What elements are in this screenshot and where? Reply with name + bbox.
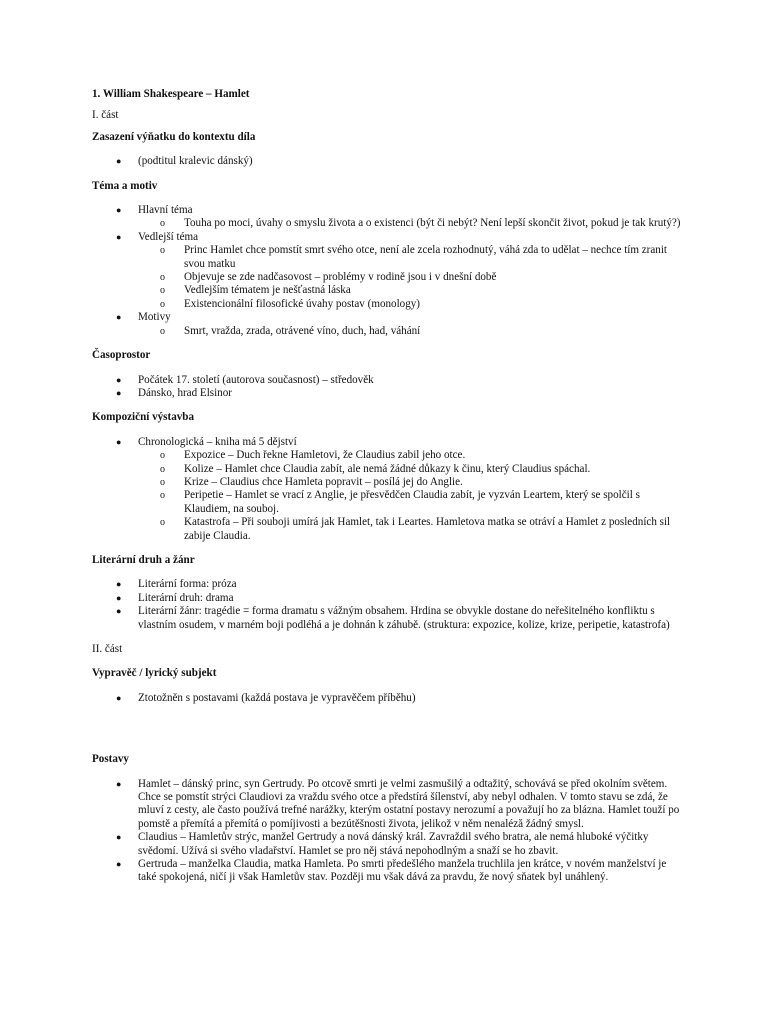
bullet-icon: ●	[116, 156, 122, 167]
sublist-item: o Expozice – Duch řekne Hamletovi, že Claudius zabil jeho otce.	[160, 449, 466, 462]
sublist-item: o Smrt, vražda, zrada, otrávené víno, duch, had, váhání	[160, 324, 421, 337]
list-kompozice	[92, 436, 682, 543]
bullet-icon: ●	[116, 592, 122, 603]
sublist-item: o Krize – Claudius chce Hamleta popravit – posílá jej do Anglie.	[160, 475, 463, 488]
section-heading-tema: Téma a motiv	[92, 179, 158, 192]
list-item: ● Claudius – Hamletův strýc, manžel Gertrudy a nová dánský král. Zavraždil svého bratra, ale nemá hluboké výčitky svědomí. Užívá si svého vladařství. Hamlet se pro něj stává nepohodlným a snaží se ho zbavit.	[116, 831, 649, 857]
sublist	[138, 244, 682, 311]
bullet-icon: ●	[116, 205, 122, 216]
circle-bullet-icon: o	[160, 218, 165, 230]
sublist	[138, 217, 682, 230]
circle-bullet-icon: o	[160, 325, 165, 337]
list-postavy	[92, 778, 682, 885]
section-heading-postavy: Postavy	[92, 753, 129, 766]
list-item: ● Literární forma: próza	[116, 578, 237, 591]
list-item: ● Chronologická – kniha má 5 dějství o Expozice – Duch řekne Hamletovi, že Claudius zabil jeho otce. o Kolize – Hamlet chce Claudia zabít, ale nemá žádné důkazy k činu, který Claudius spáchal. o Krize – Claudius chce Hamleta popravit – posílá jej do Anglie. o Peripetie – Hamlet se vrací z Anglie, je přesvědčen Claudia zabít, je vyzván Leartem, který se spolčil s Klaudiem, na souboj. o Katastrofa – Při souboji umírá jak Hamlet, tak i Leartes. Hamletova matka se otráví a Hamlet z posledních sil zabije Claudia.	[92, 436, 682, 543]
circle-bullet-icon: o	[160, 517, 165, 529]
list-item: ● Hamlet – dánský princ, syn Gertrudy. Po otcově smrti je velmi zasmušilý a odtažitý, schovává se před okolním světem. Chce se pomstít strýci Claudiovi za vraždu svého otce a předstírá šílenství, aby nebyl odhalen. V tomto stavu se zdá, že mluví z cesty, ale často používá trefné narážky, kterým ostatní postavy nerozumí a považují ho za blázna. Hamlet touží po pomstě a přemítá a přemítá o pomíjivosti a bezútěšnosti života, jelikož v něm nenaléză žádný smysl.	[116, 777, 680, 830]
sublist-item: o Katastrofa – Při souboji umírá jak Hamlet, tak i Leartes. Hamletova matka se otráví a Hamlet z posledních sil zabije Claudia.	[160, 516, 671, 542]
circle-bullet-icon: o	[160, 463, 165, 475]
sublist-item: o Peripetie – Hamlet se vrací z Anglie, je přesvědčen Claudia zabít, je vyzván Leartem, který se spolčil s Klaudiem, na souboj.	[160, 489, 640, 515]
bullet-icon: ●	[116, 387, 122, 398]
list-item: ● Vedlejší téma o Princ Hamlet chce pomstít smrt svého otce, není ale zcela rozhodnutý, váhá zda to udělat – nechce tím zranit svou matku o Objevuje se zde nadčasovost – problémy v rodině jsou i v dnešní době o Vedlejším tématem je nešťastná láska o Existencionální filosofické úvahy postav (monology)	[92, 231, 682, 311]
bullet-icon: ●	[116, 859, 122, 870]
list-item: ● Literární žánr: tragédie = forma dramatu s vážným obsahem. Hrdina se obvykle dostane do neřešitelného konfliktu s vlastním osudem, v marném boji podléhá a je dohnán k záhubě. (struktura: expozice, kolize, krize, peripetie, katastrofa)	[116, 605, 670, 631]
list-item: ● (podtitul kralevic dánský)	[116, 155, 253, 168]
bullet-icon: ●	[116, 692, 122, 703]
bullet-icon: ●	[116, 579, 122, 590]
part-label-2: II. část	[92, 643, 123, 655]
list-item: ● Počátek 17. století (autorova současnost) – středověk	[116, 373, 374, 386]
sublist-item: o Kolize – Hamlet chce Claudia zabít, ale nemá žádné důkazy k činu, který Claudius spáchal.	[160, 462, 591, 475]
sublist-item: o Existencionální filosofické úvahy postav (monology)	[160, 297, 421, 310]
list-item: ● Dánsko, hrad Elsinor	[116, 386, 232, 399]
circle-bullet-icon: o	[160, 272, 165, 284]
section-heading-druh: Literární druh a žánr	[92, 553, 195, 566]
sublist-item: o Vedlejším tématem je nešťastná láska	[160, 284, 351, 297]
bullet-icon: ●	[116, 832, 122, 843]
circle-bullet-icon: o	[160, 450, 165, 462]
list-druh	[92, 578, 682, 632]
bullet-icon: ●	[116, 374, 122, 385]
list-casoprostor	[92, 374, 682, 401]
circle-bullet-icon: o	[160, 476, 165, 488]
bullet-icon: ●	[116, 312, 122, 323]
sublist	[138, 449, 682, 543]
sublist	[138, 325, 682, 338]
list-item: ● Gertruda – manželka Claudia, matka Hamleta. Po smrti předešlého manžela truchlila jen krátce, v novém manželství je také spokojená, ničí ji však Hamletův stav. Později mu však dává za pravdu, že nový sňatek byl unáhlený.	[116, 858, 667, 884]
circle-bullet-icon: o	[160, 490, 165, 502]
circle-bullet-icon: o	[160, 298, 165, 310]
bullet-icon: ●	[116, 778, 122, 789]
bullet-icon: ●	[116, 436, 122, 447]
part-label-1: I. část	[92, 109, 119, 122]
sublist-item: o Touha po moci, úvahy o smyslu života a o existenci (být či nebýt? Není lepší skončit život, pokud je tak krutý?)	[160, 217, 681, 230]
section-heading-kontext: Zasazení výňatku do kontextu díla	[92, 130, 256, 143]
bullet-icon: ●	[116, 606, 122, 617]
document-title: 1. William Shakespeare – Hamlet	[92, 88, 250, 100]
section-heading-vypravec: Vypravěč / lyrický subjekt	[92, 667, 217, 680]
list-item: ● Motivy o Smrt, vražda, zrada, otrávené víno, duch, had, váhání	[92, 311, 682, 338]
list-item: ● Ztotožněn s postavami (každá postava je vypravěčem příběhu)	[116, 691, 416, 704]
sublist-item: o Objevuje se zde nadčasovost – problémy v rodině jsou i v dnešní době	[160, 271, 497, 284]
section-heading-casoprostor: Časoprostor	[92, 349, 151, 362]
document-page	[92, 88, 682, 885]
bullet-icon: ●	[116, 231, 122, 242]
list-tema	[92, 204, 682, 338]
list-item: ● Literární druh: drama	[116, 591, 234, 604]
section-heading-kompozice: Kompoziční výstavba	[92, 411, 195, 424]
sublist-item: o Princ Hamlet chce pomstít smrt svého otce, není ale zcela rozhodnutý, váhá zda to udělat – nechce tím zranit svou matku	[160, 244, 668, 270]
list-item: ● Hlavní téma o Touha po moci, úvahy o smyslu života a o existenci (být či nebýt? Není lepší skončit život, pokud je tak krutý?)	[116, 204, 681, 230]
circle-bullet-icon: o	[160, 285, 165, 297]
circle-bullet-icon: o	[160, 245, 165, 257]
list-vypravec	[92, 692, 682, 705]
list-kontext	[92, 155, 682, 168]
